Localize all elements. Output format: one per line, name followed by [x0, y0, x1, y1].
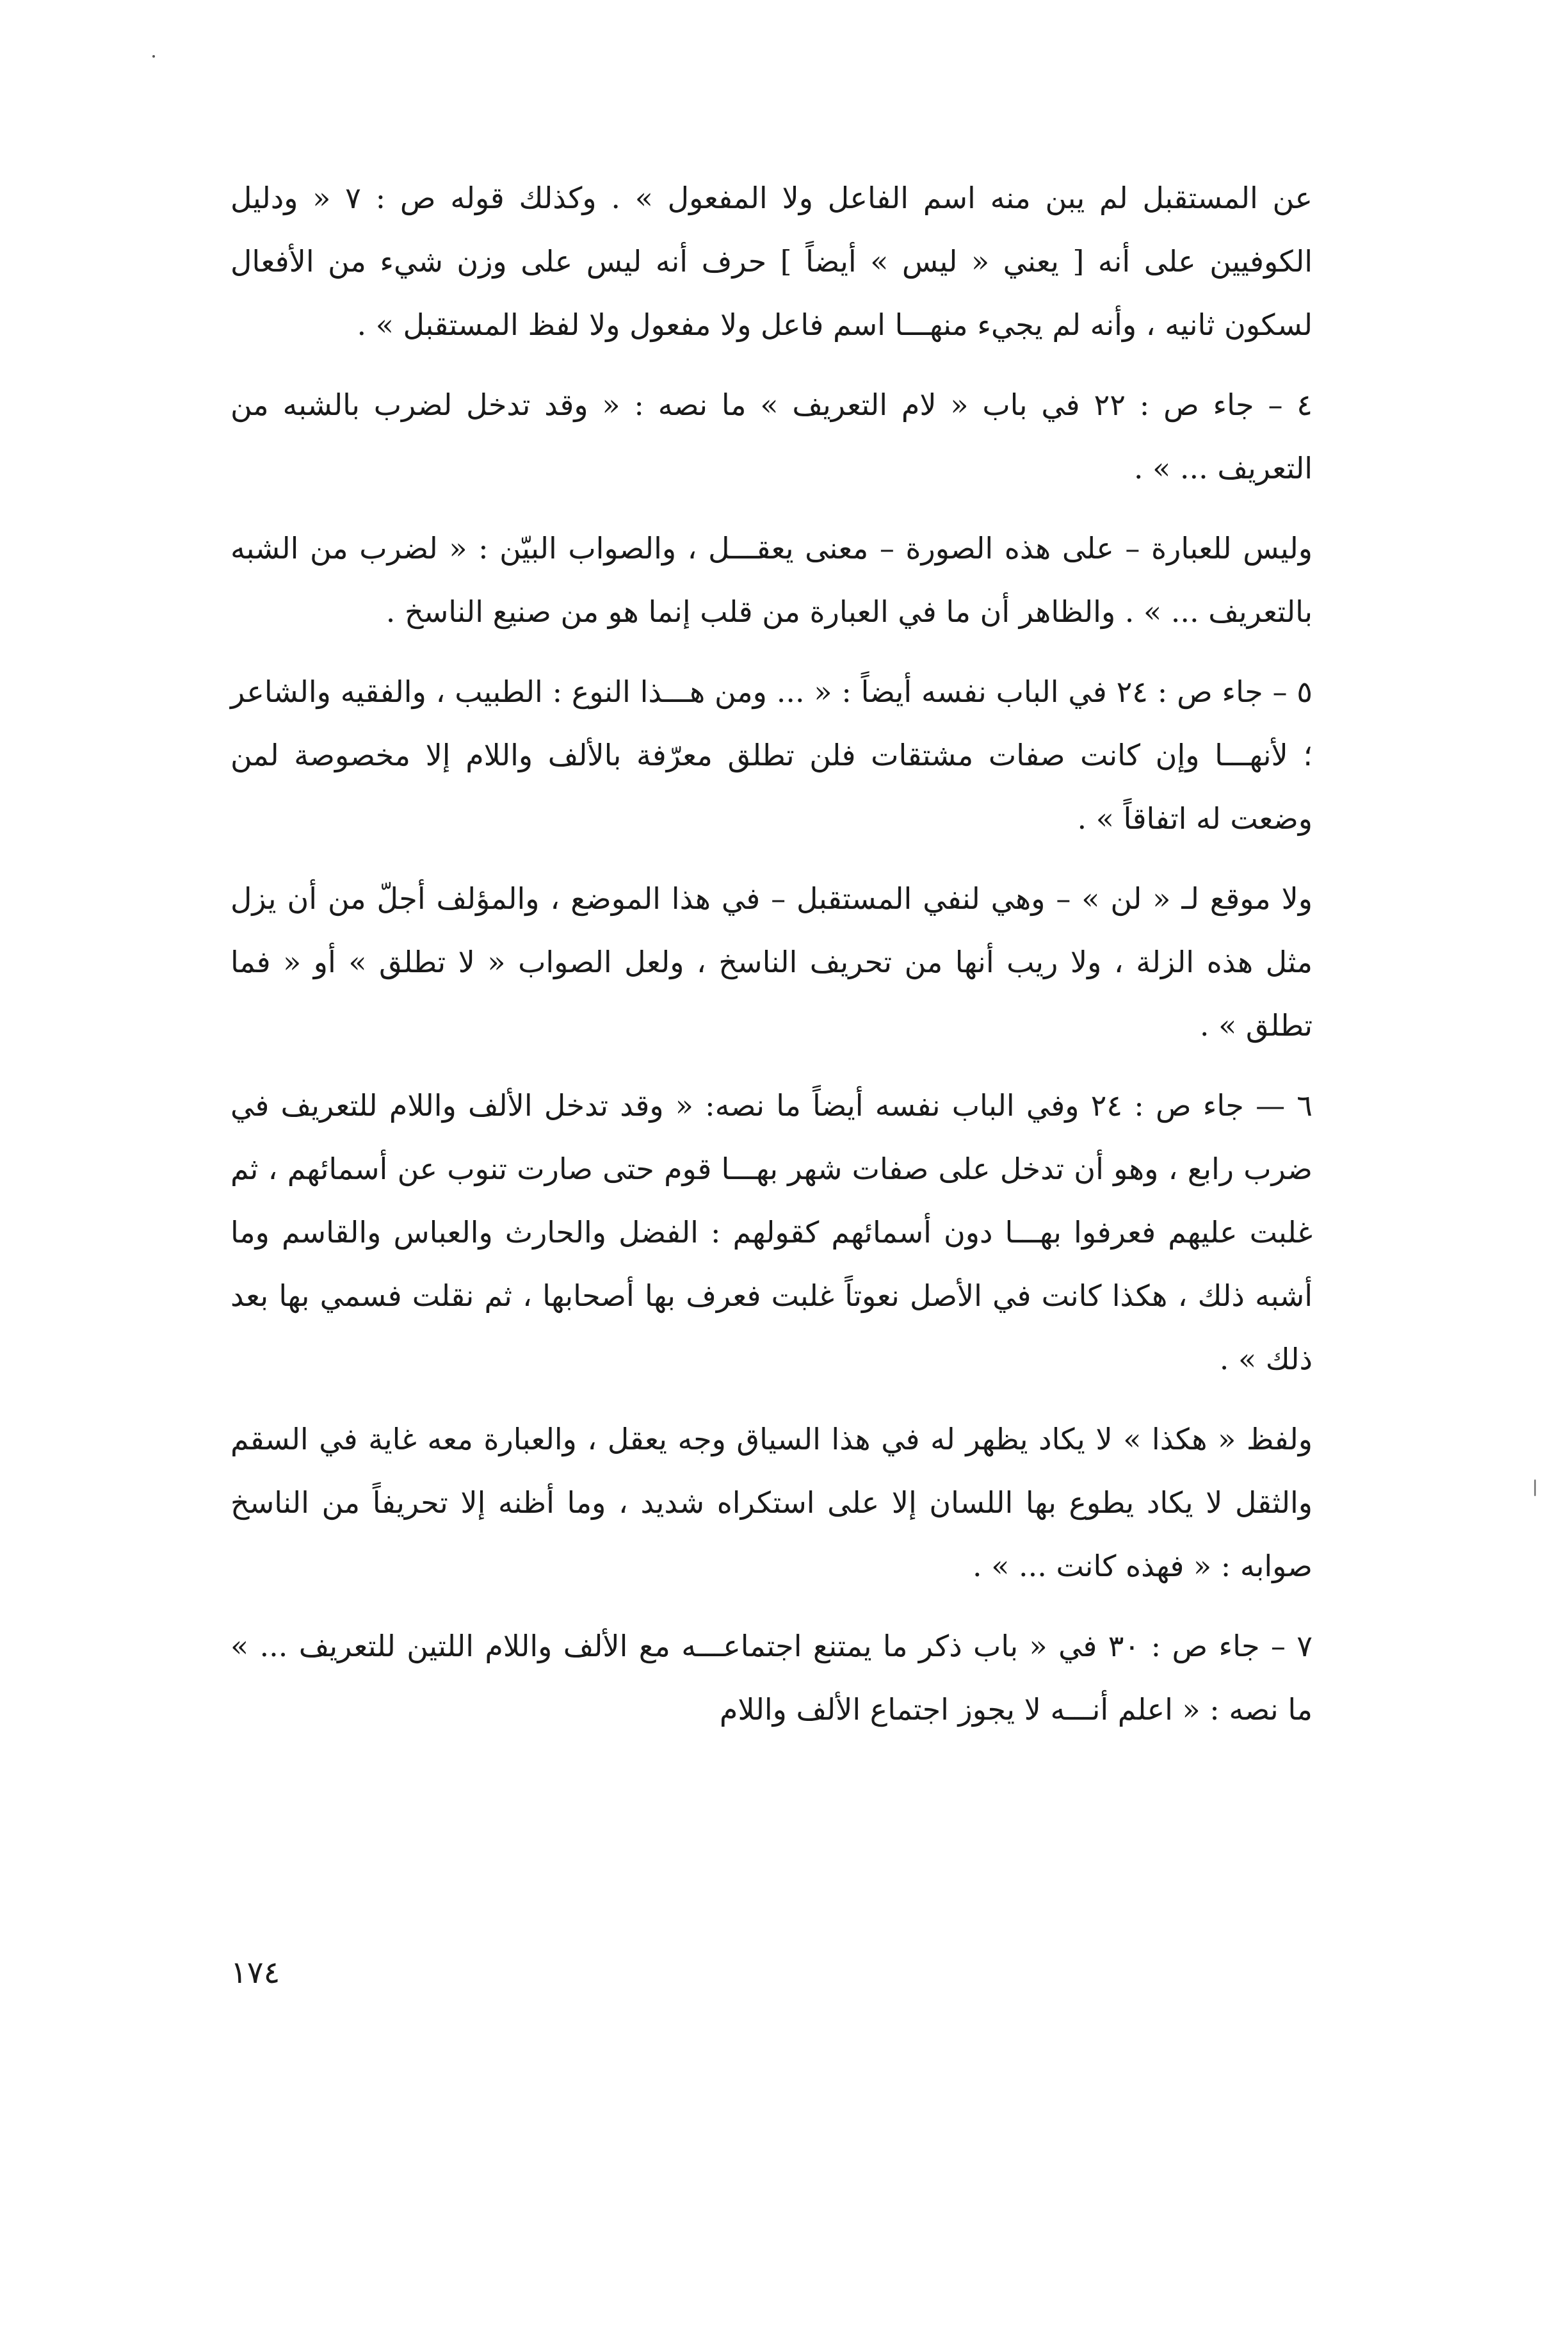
paragraph-7: ولفظ « هكذا » لا يكاد يظهر له في هذا السياق وجه يعقل ، والعبارة معه غاية في السقم والثقل لا يكاد يطوع بها اللسان إلا على استكراه شديد ، وما أظنه إلا تحريفاً من الناسخ صوابه : « فهذه كانت ... » . [230, 1422, 1313, 1583]
scan-speck [152, 55, 155, 58]
paragraph-6: ٦ — جاء ص : ٢٤ وفي الباب نفسه أيضاً ما نصه: « وقد تدخل الألف واللام للتعريف في ضرب رابع ، وهو أن تدخل على صفات شهر بهـــا قوم حتى صارت تنوب عن أسمائهم ، ثم غلبت عليهم فعرفوا بهـــا دون أسمائهم كقولهم : الفضل والحارث والعباس والقاسم وما أشبه ذلك ، هكذا كانت في الأصل نعوتاً غلبت فعرف بها أصحابها ، ثم نقلت فسمي بها بعد ذلك » . [230, 1088, 1313, 1376]
paragraph-4: ٥ – جاء ص : ٢٤ في الباب نفسه أيضاً : « ... ومن هـــذا النوع : الطبيب ، والفقيه والشاعر ؛ لأنهـــا وإن كانت صفات مشتقات فلن تطلق معرّفة بالألف واللام إلا مخصوصة لمن وضعت له اتفاقاً » . [230, 674, 1313, 836]
paragraph-8: ٧ – جاء ص : ٣٠ في « باب ذكر ما يمتنع اجتماعـــه مع الألف واللام اللتين للتعريف ... » ما نصه : « اعلم أنـــه لا يجوز اجتماع الألف واللام [230, 1629, 1313, 1727]
paragraph-1: عن المستقبل لم يبن منه اسم الفاعل ولا المفعول » . وكذلك قوله ص : ٧ « ودليل الكوفيين على أنه [ يعني « ليس » أيضاً ] حرف أنه ليس على وزن شيء من الأفعال لسكون ثانيه ، وأنه لم يجيء منهـــا اسم فاعل ولا مفعول ولا لفظ المستقبل » . [230, 181, 1313, 342]
paragraph-5: ولا موقع لـ « لن » – وهي لنفي المستقبل – في هذا الموضع ، والمؤلف أجلّ من أن يزل مثل هذه الزلة ، ولا ريب أنها من تحريف الناسخ ، ولعل الصواب « لا تطلق » أو « فما تطلق » . [230, 881, 1313, 1043]
paragraph-3: وليس للعبارة – على هذه الصورة – معنى يعقـــل ، والصواب البيّن : « لضرب من الشبه بالتعريف ... » . والظاهر أن ما في العبارة من قلب إنما هو من صنيع الناسخ . [230, 531, 1313, 629]
page-number: ١٧٤ [230, 1955, 280, 1991]
paragraph-2: ٤ – جاء ص : ٢٢ في باب « لام التعريف » ما نصه : « وقد تدخل لضرب بالشبه من التعريف ... » . [230, 387, 1313, 485]
body-text [230, 167, 1313, 1758]
scan-edge-mark [1534, 1479, 1536, 1496]
